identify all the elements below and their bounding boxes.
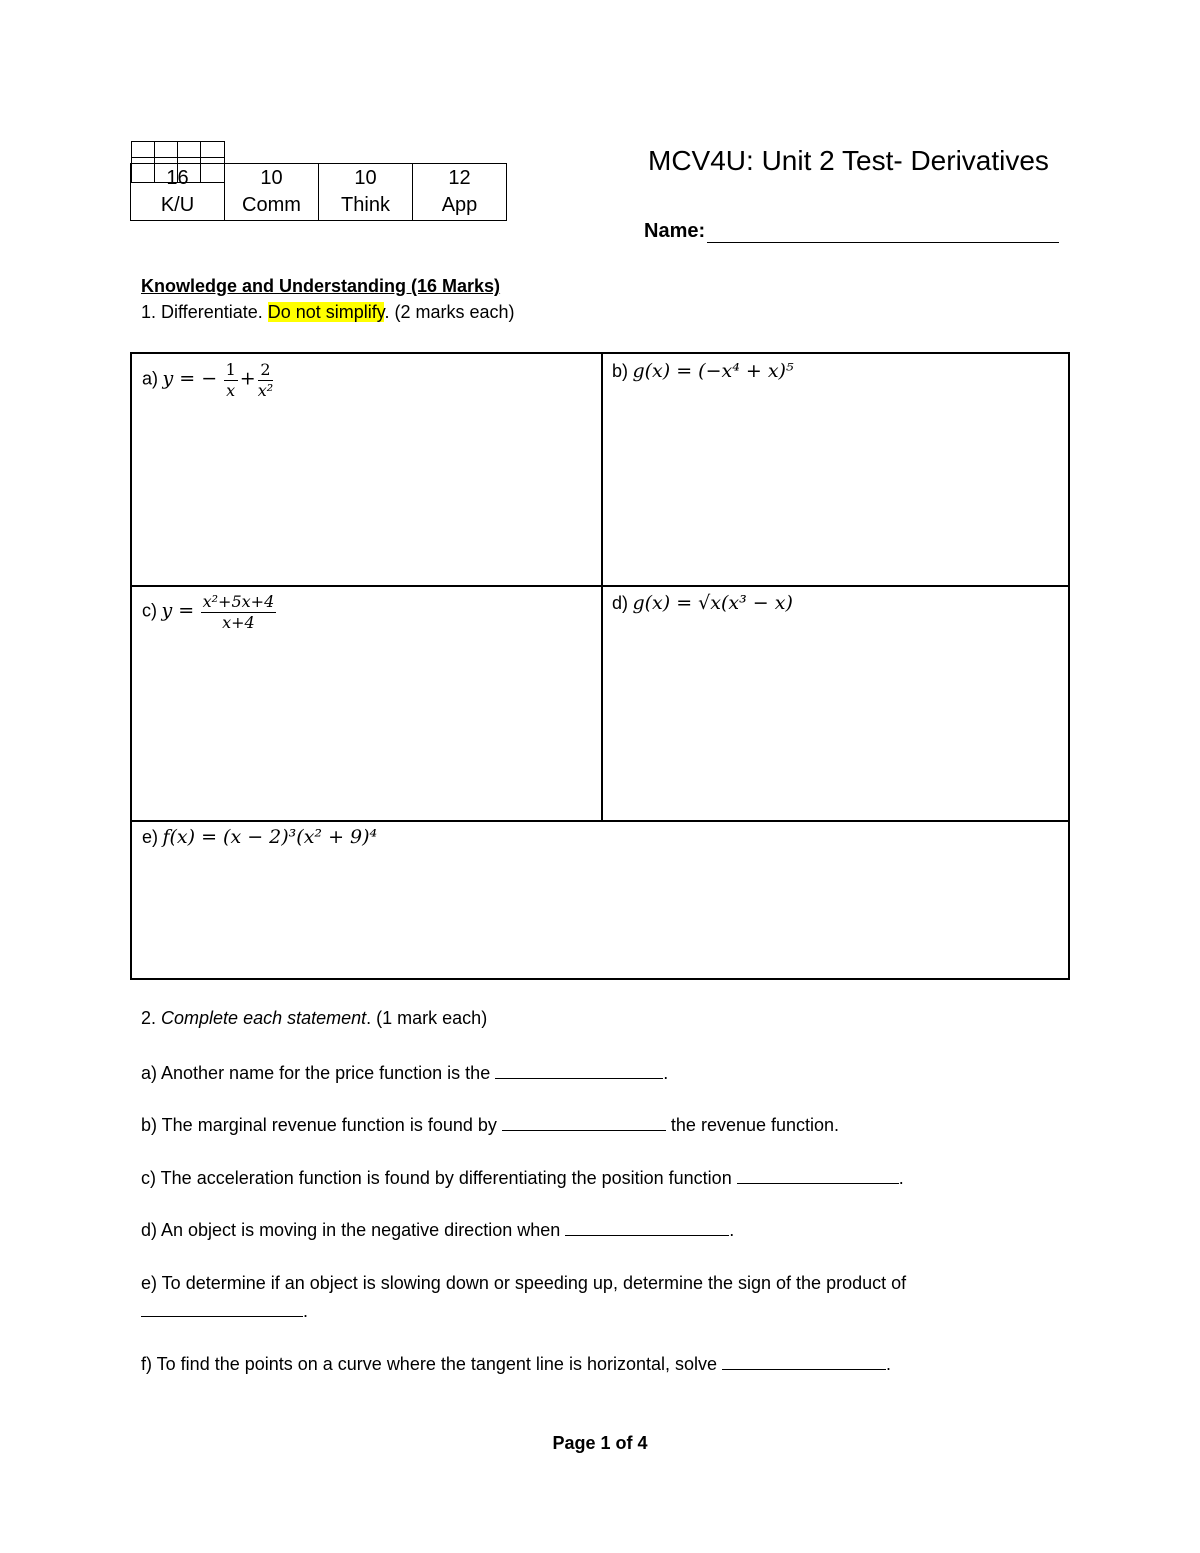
category-comm: 10 Comm (225, 164, 319, 221)
problem-b[interactable]: b) g(x) = (−x⁴ + x)⁵ (612, 360, 794, 382)
statement-f: f) To find the points on a curve where the tangent line is horizontal, solve . (141, 1354, 892, 1374)
blank-b[interactable] (502, 1114, 666, 1131)
question-2-instruction: 2. Complete each statement. (1 mark each) (141, 1008, 488, 1028)
score-cell-app (201, 142, 224, 183)
problem-e[interactable]: e) f(x) = (x − 2)³(x² + 9)⁴ (142, 826, 378, 848)
page-footer: Page 1 of 4 (552, 1433, 648, 1453)
statement-d: d) An object is moving in the negative direction when . (141, 1220, 735, 1240)
blank-a[interactable] (495, 1062, 663, 1079)
statement-c: c) The acceleration function is found by differentiating the position function . (141, 1168, 904, 1188)
score-cell-ku (131, 142, 154, 183)
problem-c[interactable]: c) y = $\frac{\text{x²+5x+4}}{x+4}$ (142, 592, 275, 632)
marks-table (130, 141, 507, 221)
category-app: 12 App (413, 164, 507, 221)
statement-b: b) The marginal revenue function is found by the revenue function. (141, 1115, 840, 1135)
statement-a: a) Another name for the price function is the . (141, 1063, 669, 1083)
category-ku: 16 K/U (131, 164, 225, 221)
blank-e[interactable] (141, 1300, 303, 1317)
problem-a[interactable]: a) y = − $\frac{1}{x}$ + $\frac{2}{\text{x²}}$ (142, 360, 274, 400)
name-line[interactable] (707, 222, 1059, 243)
work-grid (130, 352, 1070, 980)
section-heading: Knowledge and Understanding (16 Marks) (141, 276, 501, 296)
page-title: MCV4U: Unit 2 Test- Derivatives (648, 145, 1049, 176)
blank-c[interactable] (737, 1167, 899, 1184)
highlight-do-not-simplify: Do not simplify (267, 302, 385, 322)
blank-f[interactable] (722, 1353, 886, 1370)
question-1-instruction: 1. Differentiate. Do not simplify. (2 marks each) (141, 302, 515, 322)
statement-e: e) To determine if an object is slowing down or speeding up, determine the sign of the product of . (141, 1273, 907, 1321)
category-think: 10 Think (319, 164, 413, 221)
name-label: Name: (644, 220, 706, 242)
blank-d[interactable] (565, 1219, 729, 1236)
name-field[interactable] (644, 220, 1059, 243)
problem-d[interactable]: d) g(x) = √x(x³ − x) (612, 592, 793, 614)
